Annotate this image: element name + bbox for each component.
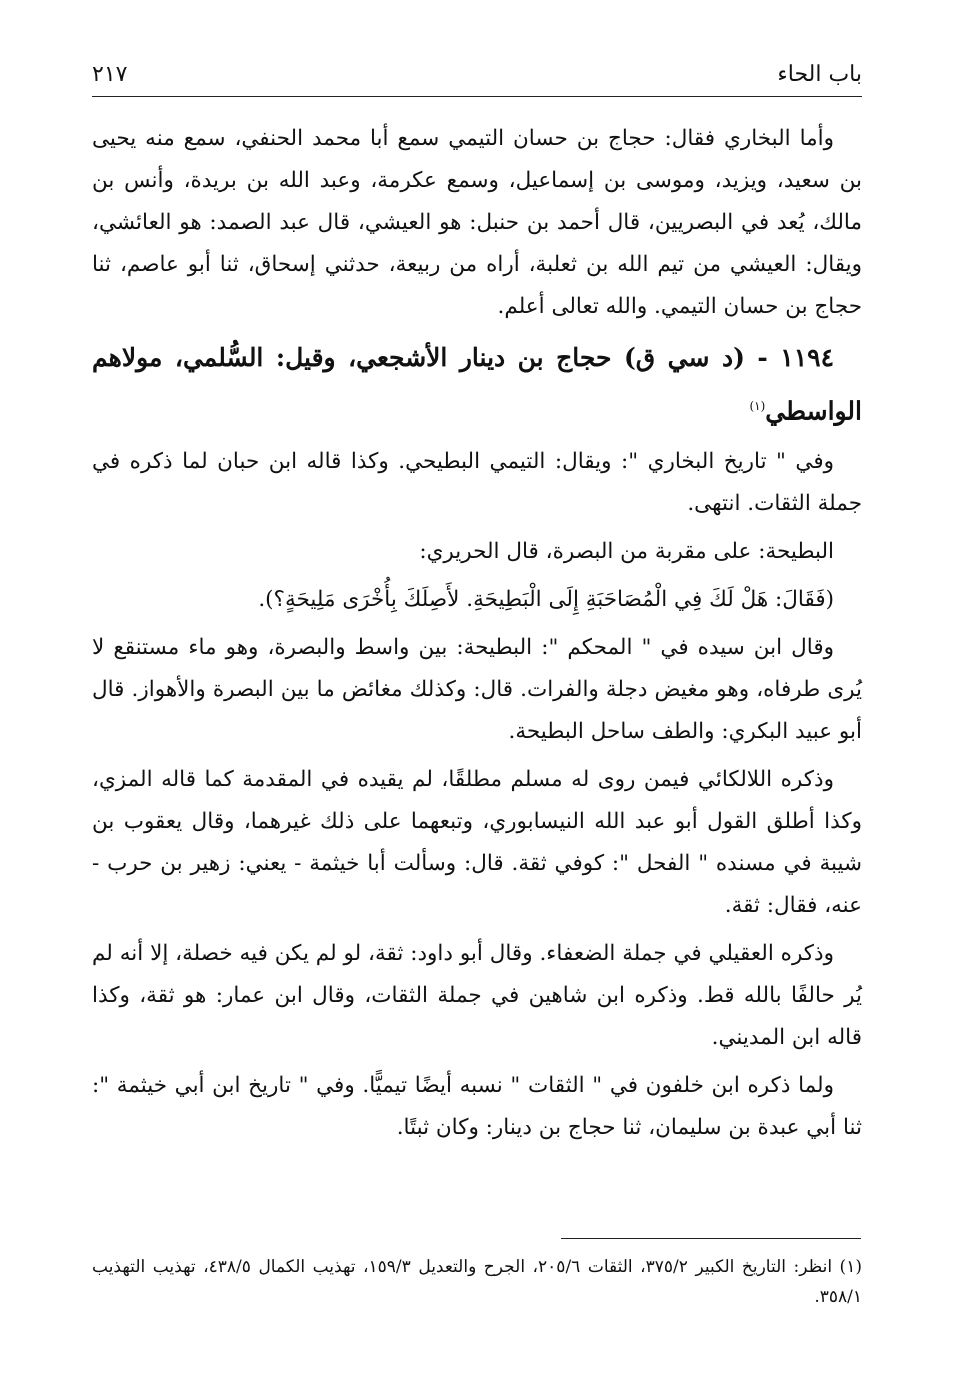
footnote-divider bbox=[561, 1238, 861, 1239]
running-header bbox=[92, 62, 862, 97]
footnote: (١) انظر: التاريخ الكبير ٣٧٥/٢، الثقات ٢٠٥/٦، الجرح والتعديل ١٥٩/٣، تهذيب الكمال ٤٣٨/٥، تهذيب التهذيب ٣٥٨/١. bbox=[92, 1257, 862, 1307]
page-number: ٢١٧ bbox=[92, 62, 128, 87]
entry-heading-text: ١١٩٤ - (د سي ق) حجاج بن دينار الأشجعي، وقيل: السُّلمي، مولاهم الواسطي bbox=[92, 343, 862, 426]
entry-heading bbox=[92, 334, 862, 435]
paragraph-lalakai: وذكره اللالكائي فيمن روى له مسلم مطلقًا، لم يقيده في المقدمة كما قاله المزي، وكذا أطلق القول أبو عبد الله النيسابوري، وتبعهما على ذلك غيرهما، وقال يعقوب بن شيبة في مسنده " الفحل ": كوفي ثقة. قال: وسألت أبا خيثمة - يعني: زهير بن حرب - عنه، فقال: ثقة. bbox=[92, 767, 862, 919]
paragraph-bukhari: وأما البخاري فقال: حجاج بن حسان التيمي سمع أبا محمد الحنفي، سمع منه يحيى بن سعيد، ويزيد، وموسى بن إسماعيل، وسمع عكرمة، وعبد الله بن بريدة، وأنس بن مالك، يُعد في البصريين، قال أحمد بن حنبل: هو العيشي، قال عبد الصمد: هو العائشي، ويقال: العيشي من تيم الله بن ثعلبة، أراه من ربيعة، حدثني إسحاق، ثنا أبو عاصم، ثنا حجاج بن حسان التيمي. والله تعالى أعلم. bbox=[92, 126, 862, 319]
paragraph-tarikh: وفي " تاريخ البخاري ": ويقال: التيمي البطيحي. وكذا قاله ابن حبان لما ذكره في جملة الثقات. انتهى. bbox=[92, 449, 862, 517]
paragraph-batiha: البطيحة: على مقربة من البصرة، قال الحريري: bbox=[419, 539, 834, 565]
verse-quote: (فَقَالَ: هَلْ لَكَ فِي الْمُصَاحَبَةِ إِلَى الْبَطِيحَةِ. لأَصِلَكَ بِأُخْرَى مَلِيحَةٍ؟). bbox=[258, 587, 834, 613]
paragraph-muhkam: وقال ابن سيده في " المحكم ": البطيحة: بين واسط والبصرة، وهو ماء مستنقع لا يُرى طرفاه، وهو مغيض دجلة والفرات. قال: وكذلك مغائض ما بين البصرة والأهواز. قال أبو عبيد البكري: والطف ساحل البطيحة. bbox=[92, 635, 862, 745]
paragraph-khalfun: ولما ذكره ابن خلفون في " الثقات " نسبه أيضًا تيميًّا. وفي " تاريخ ابن أبي خيثمة ": ثنا أبي عبدة بن سليمان، ثنا حجاج بن دينار: وكان ثبتًا. bbox=[92, 1073, 862, 1141]
footnote-marker: (١) bbox=[749, 399, 766, 413]
chapter-title: باب الحاء bbox=[777, 62, 862, 87]
main-text bbox=[92, 118, 862, 1155]
paragraph-uqayli: وذكره العقيلي في جملة الضعفاء. وقال أبو داود: ثقة، لو لم يكن فيه خصلة، إلا أنه لم يُر حالفًا بالله قط. وذكره ابن شاهين في جملة الثقات، وقال ابن عمار: هو ثقة، وكذا قاله ابن المديني. bbox=[92, 941, 862, 1051]
